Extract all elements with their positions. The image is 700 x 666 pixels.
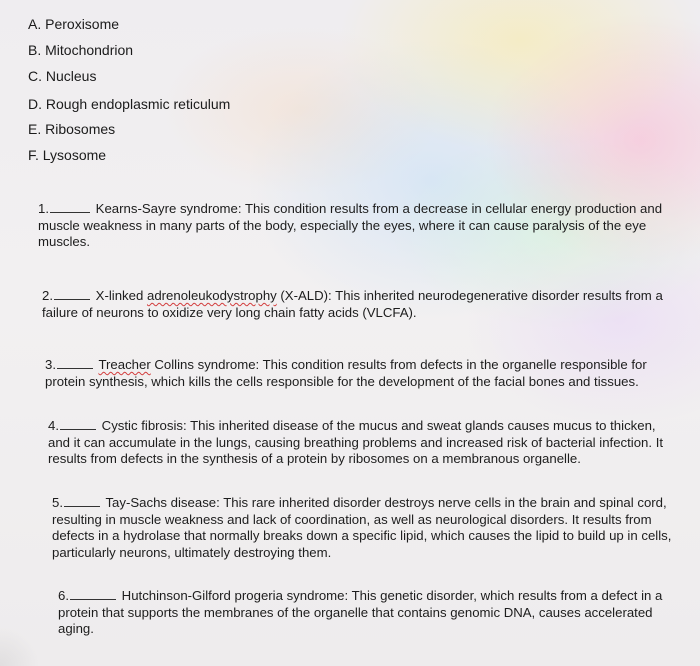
- answer-blank[interactable]: [64, 496, 100, 507]
- question-title: Tay-Sachs disease: [105, 495, 217, 510]
- option-a: A. Peroxisome: [28, 16, 120, 32]
- question-body: : This inherited disease of the mucus and sweat glands causes mucus to thicken, and it can accumulate in the lungs, causing breathing problems and increased risk of bacterial infection. It results from defects in the synthesis of a protein by ribosomes on a membranous organelle.: [48, 418, 664, 466]
- question-number: 6.: [58, 588, 69, 603]
- question-6: [58, 588, 670, 638]
- option-e: E. Ribosomes: [28, 121, 116, 137]
- question-body: : This condition results from a decrease in cellular energy production and muscle weakness in many parts of the body, especially the eyes, where it can cause paralysis of the eye muscles.: [38, 201, 663, 249]
- question-number: 4.: [48, 418, 59, 433]
- question-1: [38, 201, 666, 251]
- question-body: : This inherited neurodegenerative disorder results from a failure of neurons to oxidize very long chain fatty acids (VLCFA).: [42, 288, 663, 320]
- answer-blank[interactable]: [54, 289, 90, 300]
- question-5: [52, 495, 677, 561]
- answer-blank[interactable]: [57, 358, 93, 369]
- question-title: Cystic fibrosis: [101, 418, 184, 433]
- option-f: F. Lysosome: [28, 147, 107, 163]
- question-3: [45, 357, 675, 390]
- question-number: 5.: [52, 495, 63, 510]
- question-number: 1.: [38, 201, 49, 216]
- question-2: [42, 288, 672, 321]
- question-title: Hutchinson-Gilford progeria syndrome: [121, 588, 345, 603]
- answer-blank[interactable]: [60, 419, 96, 430]
- question-number: 3.: [45, 357, 56, 372]
- question-4: [48, 418, 668, 468]
- answer-blank[interactable]: [50, 202, 90, 213]
- page-corner-shadow: [0, 626, 40, 666]
- question-number: 2.: [42, 288, 53, 303]
- option-d: D. Rough endoplasmic reticulum: [28, 96, 231, 112]
- answer-blank[interactable]: [70, 589, 116, 600]
- question-body: : This rare inherited disorder destroys nerve cells in the brain and spinal cord, resulting in muscle weakness and lack of coordination, as well as neurological disorders. It results from defects in a hydrolase that normally breaks down a specific lipid, which causes the lipid to build up in cells, particularly neurons, ultimately destroying them.: [52, 495, 672, 560]
- option-c: C. Nucleus: [28, 68, 97, 84]
- option-b: B. Mitochondrion: [28, 42, 134, 58]
- question-body: : This genetic disorder, which results from a defect in a protein that supports the membranes of the organelle that contains genomic DNA, causes accelerated aging.: [58, 588, 663, 636]
- question-title: Kearns-Sayre syndrome: [95, 201, 238, 216]
- question-title: X-linked adrenoleukodystrophy (X-ALD): [95, 288, 329, 303]
- question-body: : This condition results from defects in the organelle responsible for protein synthesis, which kills the cells responsible for the development of the facial bones and tissues.: [45, 357, 647, 389]
- question-title: Treacher Collins syndrome: [98, 357, 256, 372]
